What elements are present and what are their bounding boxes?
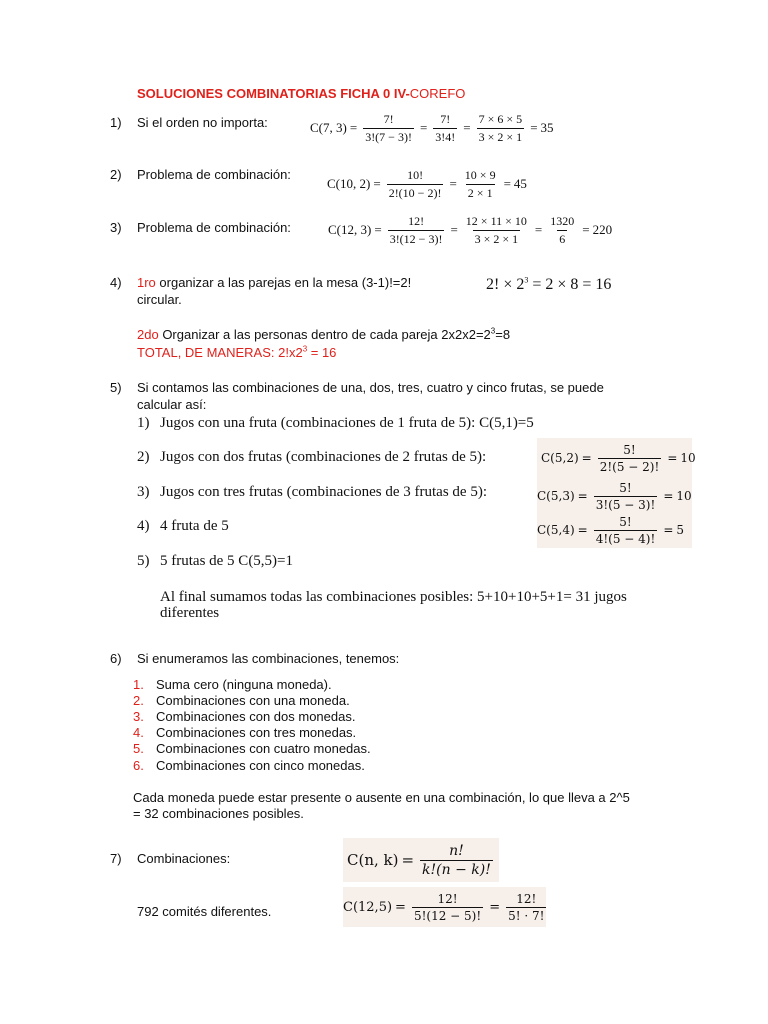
list-item: 2) (137, 449, 150, 465)
list-item: Combinaciones con cuatro monedas. (156, 741, 371, 756)
eq-lhs: C(7, 3) (310, 120, 347, 135)
problem-6-number: 6) (110, 651, 122, 666)
problem-5-intro-1: Si contamos las combinaciones de una, dos, tres, cuatro y cinco frutas, se puede (137, 380, 604, 395)
problem-7-calc-box (343, 887, 546, 927)
box-equation-3: C(5,4) = $\frac{5!}{4!(5 - 4)!}$ = 5 (537, 514, 685, 546)
list-item-number: 1. (133, 677, 144, 692)
title-bold: SOLUCIONES COMBINATORIAS FICHA 0 IV- (137, 86, 410, 101)
problem-7-formula-box (343, 838, 499, 882)
list-item: Combinaciones con una moneda. (156, 693, 350, 708)
problem-2-equation: C(10, 2) = $\frac{10!}{2!(10 - 2)!}$ = $\frac{10 \times 9}{2 \times 1}$ = 45 (327, 167, 527, 200)
list-item-text: Jugos con tres frutas (combinaciones de 3 frutas de 5): (160, 484, 487, 500)
problem-3-text: Problema de combinación: (137, 220, 291, 235)
problem-7-text: Combinaciones: (137, 851, 231, 866)
problem-4-step-1: 1ro organizar a las parejas en la mesa (3-1)!=2! (137, 275, 412, 290)
list-item: 3) (137, 484, 150, 500)
page-title (137, 86, 465, 102)
list-item-text: 5 frutas de 5 C(5,5)=1 (160, 553, 294, 569)
list-item-number: 2. (133, 693, 144, 708)
problem-2-number: 2) (110, 167, 122, 182)
problem-6-intro: Si enumeramos las combinaciones, tenemos: (137, 651, 400, 666)
problem-1-number: 1) (110, 115, 122, 130)
problem-5-intro-2: calcular así: (137, 397, 207, 412)
problem-5-conclusion-1: Al final sumamos todas las combinaciones posibles: 5+10+10+5+1= 31 jugos (160, 589, 627, 605)
list-item-number: 5. (133, 741, 144, 756)
list-item: Suma cero (ninguna moneda). (156, 677, 332, 692)
calc-equation: C(12,5) = $\frac{12!}{5!(12 - 5)!}$ = $\frac{12!}{5! \cdot 7!}$ (343, 891, 545, 923)
list-item: 4) (137, 518, 150, 534)
problem-4-equation: 2! × $2^3 = 2 \times 8 = 16$ (486, 275, 612, 293)
problem-5-number: 5) (110, 380, 122, 395)
problem-1-text: Si el orden no importa: (137, 115, 268, 130)
list-item: Combinaciones con tres monedas. (156, 725, 357, 740)
list-item: Combinaciones con cinco monedas. (156, 758, 365, 773)
problem-6-conclusion-1: Cada moneda puede estar presente o ausente en una combinación, lo que lleva a 2^5 (133, 790, 630, 805)
problem-3-equation: C(12, 3) = $\frac{12!}{3!(12 - 3)!}$ = $\frac{12 \times 11 \times 10}{3 \times 2 \times 1}$ = $\frac{1320}{6}$ = 220 (328, 213, 613, 246)
general-formula: C(n, k) = $\frac{n!}{k!(n - k)!}$ (347, 842, 491, 878)
list-item: 5) (137, 553, 150, 569)
problem-7-result: 792 comités diferentes. (137, 904, 272, 919)
problem-4-total: TOTAL, DE MANERAS: $2!x2^3 = 16$ (137, 344, 337, 360)
problem-4-number: 4) (110, 275, 122, 290)
list-item: Combinaciones con dos monedas. (156, 709, 356, 724)
list-item-number: 6. (133, 758, 144, 773)
list-item-text: Jugos con una fruta (combinaciones de 1 fruta de 5): C(5,1)=5 (160, 415, 534, 431)
problem-7-number: 7) (110, 851, 122, 866)
box-equation-2: C(5,3) = $\frac{5!}{3!(5 - 3)!}$ = 10 (537, 480, 692, 512)
problem-4-step-1-line2: circular. (137, 292, 182, 307)
problem-3-number: 3) (110, 220, 122, 235)
list-item-text: Jugos con dos frutas (combinaciones de 2 frutas de 5): (160, 449, 487, 465)
problem-2-text: Problema de combinación: (137, 167, 291, 182)
list-item-number: 4. (133, 725, 144, 740)
problem-6-conclusion-2: = 32 combinaciones posibles. (133, 806, 304, 821)
list-item-number: 3. (133, 709, 144, 724)
box-equation-1: C(5,2) = $\frac{5!}{2!(5 - 2)!}$ = 10 (541, 442, 696, 474)
title-rest: COREFO (409, 86, 466, 101)
problem-5-formula-box (537, 438, 696, 548)
problem-5-conclusion-2: diferentes (160, 605, 220, 621)
problem-4-step-2: 2do Organizar a las personas dentro de cada pareja $2x2x2=2^3=8$ (137, 326, 511, 342)
problem-1-equation: C(7, 3) = $\frac{7!}{3!(7 - 3)!}$ = $\frac{7!}{3!4!}$ = $\frac{7 \times 6 \times 5}{3 \times 2 \times 1}$ = 35 (310, 111, 554, 144)
list-item-text: 4 fruta de 5 (160, 518, 229, 534)
list-item: 1) (137, 415, 150, 431)
